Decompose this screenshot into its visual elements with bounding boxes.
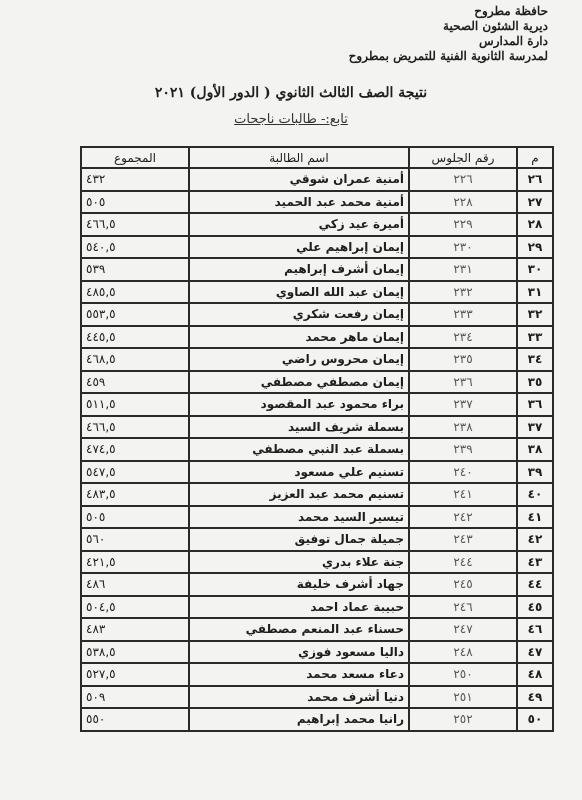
table-row <box>81 371 553 394</box>
header-governorate: حافظة مطروح <box>474 4 548 18</box>
column-header-num: م <box>517 147 553 168</box>
cell-seat-number: ٢٥٠ <box>409 663 517 686</box>
table-row <box>81 416 553 439</box>
cell-student-name: أمنية محمد عبد الحميد <box>189 191 409 214</box>
cell-number: ٥٠ <box>517 708 553 731</box>
cell-total: ٤٢١,٥ <box>81 551 189 574</box>
cell-seat-number: ٢٤٢ <box>409 506 517 529</box>
cell-number: ٣٤ <box>517 348 553 371</box>
table-row <box>81 168 553 191</box>
cell-seat-number: ٢٣٧ <box>409 393 517 416</box>
table-row <box>81 483 553 506</box>
cell-seat-number: ٢٤٣ <box>409 528 517 551</box>
cell-student-name: براء محمود عبد المقصود <box>189 393 409 416</box>
cell-number: ٢٨ <box>517 213 553 236</box>
cell-number: ٣٢ <box>517 303 553 326</box>
cell-total: ٤٥٩ <box>81 371 189 394</box>
cell-number: ٣٣ <box>517 326 553 349</box>
cell-seat-number: ٢٣٠ <box>409 236 517 259</box>
table-row <box>81 708 553 731</box>
cell-student-name: تيسير السيد محمد <box>189 506 409 529</box>
cell-student-name: إيمان إبراهيم علي <box>189 236 409 259</box>
cell-student-name: إيمان رفعت شكري <box>189 303 409 326</box>
cell-number: ٤٦ <box>517 618 553 641</box>
cell-total: ٤٨٦ <box>81 573 189 596</box>
cell-total: ٥٥٣,٥ <box>81 303 189 326</box>
cell-total: ٤٣٢ <box>81 168 189 191</box>
cell-seat-number: ٢٣٢ <box>409 281 517 304</box>
cell-student-name: إيمان محروس راضي <box>189 348 409 371</box>
cell-student-name: حبيبة عماد احمد <box>189 596 409 619</box>
cell-student-name: داليا مسعود فوزي <box>189 641 409 664</box>
page-subtitle: تابع:- طالبات ناجحات <box>234 112 348 127</box>
cell-total: ٥٥٠ <box>81 708 189 731</box>
cell-number: ٤٢ <box>517 528 553 551</box>
cell-total: ٥٦٠ <box>81 528 189 551</box>
column-header-total: المجموع <box>81 147 189 168</box>
results-table <box>80 146 554 732</box>
cell-number: ٤١ <box>517 506 553 529</box>
cell-seat-number: ٢٢٩ <box>409 213 517 236</box>
cell-student-name: دعاء مسعد محمد <box>189 663 409 686</box>
cell-seat-number: ٢٥١ <box>409 686 517 709</box>
table-row <box>81 663 553 686</box>
cell-seat-number: ٢٣٦ <box>409 371 517 394</box>
cell-number: ٣٩ <box>517 461 553 484</box>
cell-seat-number: ٢٣٤ <box>409 326 517 349</box>
page-title: نتيجة الصف الثالث الثانوي ( الدور الأول) ٢٠٢١ <box>154 85 428 101</box>
cell-number: ٤٣ <box>517 551 553 574</box>
table-row <box>81 326 553 349</box>
cell-seat-number: ٢٤٧ <box>409 618 517 641</box>
cell-total: ٤٤٥,٥ <box>81 326 189 349</box>
table-row <box>81 528 553 551</box>
cell-seat-number: ٢٣١ <box>409 258 517 281</box>
table-row <box>81 393 553 416</box>
cell-number: ٤٨ <box>517 663 553 686</box>
table-row <box>81 236 553 259</box>
table-row <box>81 573 553 596</box>
table-row <box>81 281 553 304</box>
cell-seat-number: ٢٣٥ <box>409 348 517 371</box>
cell-student-name: جنة علاء بدري <box>189 551 409 574</box>
cell-seat-number: ٢٣٩ <box>409 438 517 461</box>
cell-number: ٣٧ <box>517 416 553 439</box>
cell-student-name: تسنيم محمد عبد العزيز <box>189 483 409 506</box>
cell-number: ٤٠ <box>517 483 553 506</box>
column-header-seat: رقم الجلوس <box>409 147 517 168</box>
cell-total: ٤٦٦,٥ <box>81 213 189 236</box>
cell-total: ٤٦٨,٥ <box>81 348 189 371</box>
cell-seat-number: ٢٢٦ <box>409 168 517 191</box>
cell-seat-number: ٢٤٨ <box>409 641 517 664</box>
cell-total: ٥٠٩ <box>81 686 189 709</box>
table-row <box>81 506 553 529</box>
cell-student-name: بسملة عبد النبي مصطفي <box>189 438 409 461</box>
cell-number: ٤٧ <box>517 641 553 664</box>
cell-total: ٤٧٤,٥ <box>81 438 189 461</box>
cell-seat-number: ٢٤٦ <box>409 596 517 619</box>
cell-student-name: أمنية عمران شوقي <box>189 168 409 191</box>
cell-student-name: تسنيم علي مسعود <box>189 461 409 484</box>
cell-student-name: بسملة شريف السيد <box>189 416 409 439</box>
cell-number: ٣٦ <box>517 393 553 416</box>
cell-number: ٣٠ <box>517 258 553 281</box>
cell-seat-number: ٢٥٢ <box>409 708 517 731</box>
table-row <box>81 461 553 484</box>
header-directorate: ديرية الشئون الصحية <box>443 19 548 33</box>
cell-student-name: رانيا محمد إبراهيم <box>189 708 409 731</box>
cell-seat-number: ٢٣٨ <box>409 416 517 439</box>
cell-total: ٥٤٧,٥ <box>81 461 189 484</box>
cell-seat-number: ٢٤٥ <box>409 573 517 596</box>
cell-student-name: إيمان عبد الله الصاوي <box>189 281 409 304</box>
cell-student-name: أميرة عيد زكي <box>189 213 409 236</box>
header-administration: دارة المدارس <box>479 34 548 48</box>
table-row <box>81 438 553 461</box>
table-row <box>81 551 553 574</box>
cell-seat-number: ٢٢٨ <box>409 191 517 214</box>
cell-student-name: إيمان أشرف إبراهيم <box>189 258 409 281</box>
cell-student-name: إيمان ماهر محمد <box>189 326 409 349</box>
cell-number: ٣٥ <box>517 371 553 394</box>
cell-number: ٣١ <box>517 281 553 304</box>
cell-total: ٥٠٥ <box>81 506 189 529</box>
table-row <box>81 686 553 709</box>
cell-student-name: دنيا أشرف محمد <box>189 686 409 709</box>
cell-total: ٥٤٠,٥ <box>81 236 189 259</box>
cell-total: ٥٢٧,٥ <box>81 663 189 686</box>
table-row <box>81 191 553 214</box>
cell-number: ٤٥ <box>517 596 553 619</box>
cell-seat-number: ٢٣٣ <box>409 303 517 326</box>
header-school: لمدرسة الثانوية الفنية للتمريض بمطروح <box>348 49 548 63</box>
cell-number: ٤٩ <box>517 686 553 709</box>
cell-student-name: إيمان مصطفي مصطفي <box>189 371 409 394</box>
cell-student-name: جميلة جمال توفيق <box>189 528 409 551</box>
cell-student-name: جهاد أشرف خليفة <box>189 573 409 596</box>
cell-total: ٥٣٨,٥ <box>81 641 189 664</box>
cell-number: ٢٧ <box>517 191 553 214</box>
cell-total: ٤٨٣,٥ <box>81 483 189 506</box>
column-header-name: اسم الطالبة <box>189 147 409 168</box>
cell-number: ٢٩ <box>517 236 553 259</box>
cell-seat-number: ٢٤٤ <box>409 551 517 574</box>
table-row <box>81 348 553 371</box>
table-row <box>81 213 553 236</box>
cell-seat-number: ٢٤١ <box>409 483 517 506</box>
cell-total: ٥٠٥ <box>81 191 189 214</box>
table-row <box>81 641 553 664</box>
cell-number: ٤٤ <box>517 573 553 596</box>
table-header-row <box>81 147 553 168</box>
cell-total: ٥١١,٥ <box>81 393 189 416</box>
table-row <box>81 303 553 326</box>
cell-total: ٤٨٥,٥ <box>81 281 189 304</box>
document-header <box>349 4 548 64</box>
cell-number: ٣٨ <box>517 438 553 461</box>
cell-student-name: حسناء عبد المنعم مصطفي <box>189 618 409 641</box>
table-row <box>81 258 553 281</box>
cell-total: ٥٠٤,٥ <box>81 596 189 619</box>
cell-number: ٢٦ <box>517 168 553 191</box>
cell-total: ٥٣٩ <box>81 258 189 281</box>
cell-total: ٤٨٣ <box>81 618 189 641</box>
table-row <box>81 618 553 641</box>
cell-total: ٤٦٦,٥ <box>81 416 189 439</box>
cell-seat-number: ٢٤٠ <box>409 461 517 484</box>
table-row <box>81 596 553 619</box>
